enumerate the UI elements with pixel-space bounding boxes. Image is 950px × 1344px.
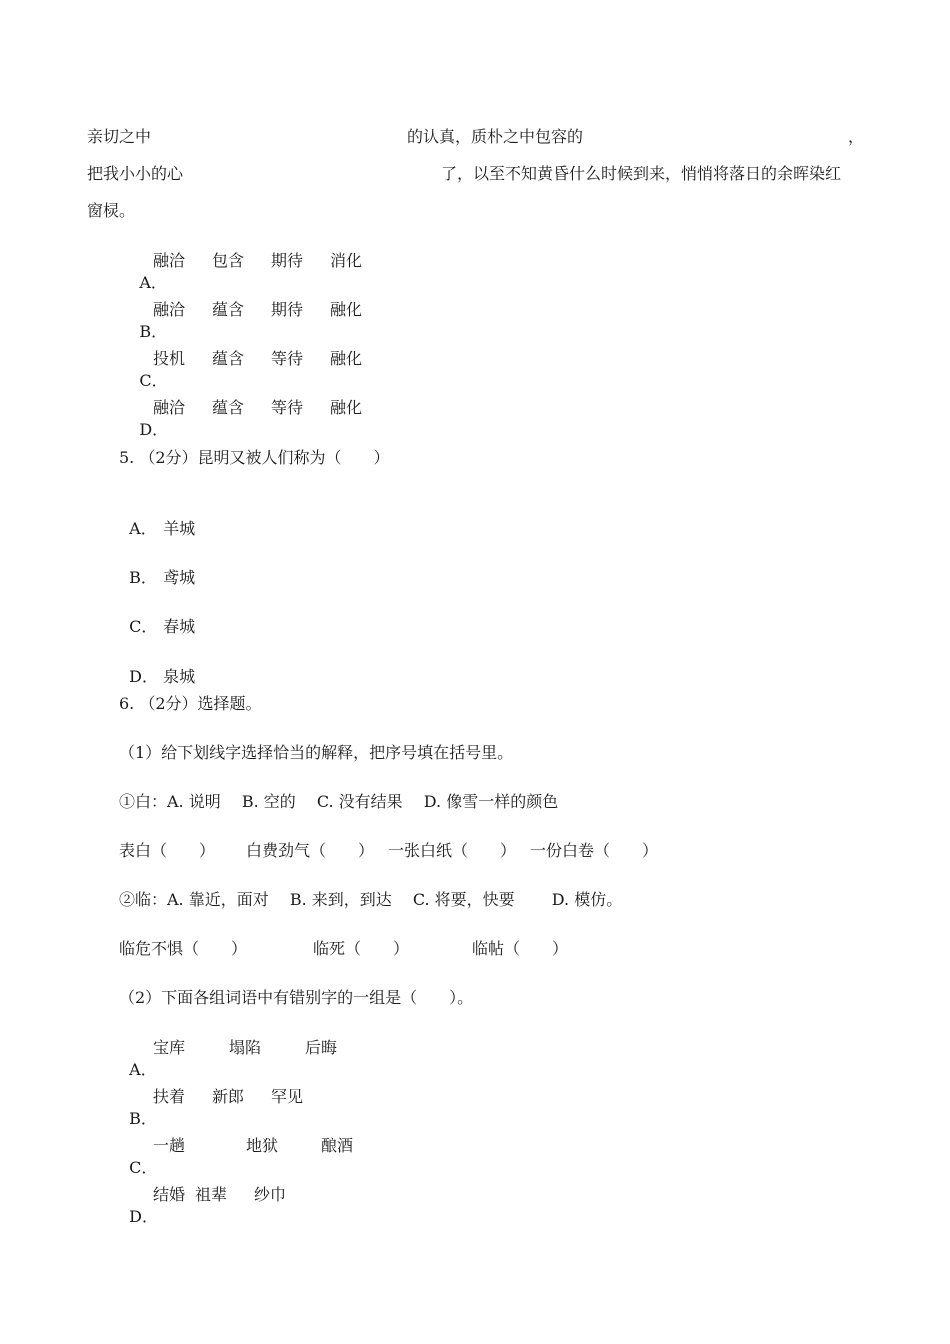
q4-d-word-3: 等待	[271, 398, 304, 417]
option-letter: B．	[139, 322, 168, 341]
q6-a-word-1: 宝库	[153, 1038, 186, 1057]
passage-line2-start: 把我小小的心	[87, 164, 184, 183]
option-letter: D．	[139, 420, 169, 439]
q6-d-word-1: 结婚	[153, 1185, 186, 1204]
q6-b-word-2: 新郎	[212, 1087, 245, 1106]
q6-lin-item-2: 临死（ ）	[313, 939, 410, 958]
q4-a-word-4: 消化	[330, 251, 363, 270]
q4-b-word-1: 融洽	[153, 300, 186, 319]
option-letter: A．	[139, 273, 167, 292]
q6-bai-item-2: 白费劲气（ ）	[246, 841, 375, 860]
option-letter: B．	[129, 1109, 157, 1128]
passage-line3: 窗棂。	[87, 201, 136, 220]
q5-stem: 5. （2分）昆明又被人们称为（ ）	[119, 448, 390, 467]
q6-part2-title: （2）下面各组词语中有错别字的一组是（ ）。	[119, 988, 474, 1007]
option-letter: C．	[129, 1158, 158, 1177]
q6-c-word-1: 一趟	[153, 1136, 186, 1155]
q5-option-d	[119, 644, 195, 688]
q4-a-word-2: 包含	[212, 251, 245, 270]
q4-c-word-1: 投机	[153, 349, 186, 368]
q4-c-word-4: 融化	[330, 349, 363, 368]
q6-stem: 6. （2分）选择题。	[119, 694, 262, 713]
q4-b-word-3: 期待	[271, 300, 304, 319]
option-letter: A．	[129, 1060, 157, 1079]
q4-d-word-2: 蕴含	[212, 398, 245, 417]
q6-d-word-3: 纱巾	[254, 1185, 287, 1204]
q6-bai-definition: ①白：A. 说明 B. 空的 C. 没有结果 D. 像雪一样的颜色	[119, 792, 559, 811]
option-text: 春城	[163, 617, 196, 636]
option-letter: A．	[129, 519, 157, 538]
q4-d-word-4: 融化	[330, 398, 363, 417]
option-text: 泉城	[163, 667, 196, 686]
q6-d-word-2: 祖辈	[195, 1185, 228, 1204]
q6-a-word-3: 后晦	[305, 1038, 338, 1057]
option-letter: C．	[139, 371, 168, 390]
q6-lin-item-1: 临危不惧（ ）	[119, 939, 248, 958]
option-letter: B．	[129, 568, 157, 587]
passage-line1-end: ，	[848, 127, 865, 146]
q6-bai-item-1: 表白（ ）	[119, 841, 216, 860]
q6-b-word-1: 扶着	[153, 1087, 186, 1106]
q6-part1-title: （1）给下划线字选择恰当的解释，把序号填在括号里。	[119, 743, 514, 762]
q6-lin-definition: ②临：A. 靠近，面对 B. 来到，到达 C. 将要，快要 D. 模仿。	[119, 890, 623, 909]
q6-bai-item-3: 一张白纸（ ）	[388, 841, 517, 860]
q6-c-word-3: 酿酒	[321, 1136, 354, 1155]
q6-c-word-2: 地狱	[246, 1136, 279, 1155]
q4-b-word-2: 蕴含	[212, 300, 245, 319]
q5-option-b	[119, 545, 195, 589]
q6-b-word-3: 罕见	[271, 1087, 304, 1106]
passage-line1-middle: 的认真，质朴之中包容的	[407, 127, 584, 146]
option-letter: C．	[129, 617, 158, 636]
q5-option-c	[119, 594, 195, 638]
option-letter: D．	[129, 1207, 159, 1226]
q6-bai-item-4: 一份白卷（ ）	[530, 841, 659, 860]
q5-option-a	[119, 496, 195, 540]
option-text: 鸢城	[163, 568, 196, 587]
passage-line1-start: 亲切之中	[87, 127, 152, 146]
passage-line2-end: 了，以至不知黄昏什么时候到来，悄悄将落日的余晖染红	[441, 164, 842, 183]
q4-b-word-4: 融化	[330, 300, 363, 319]
q6-a-word-2: 塌陷	[229, 1038, 262, 1057]
option-letter: D．	[129, 667, 159, 686]
q4-d-word-1: 融洽	[153, 398, 186, 417]
q4-c-word-2: 蕴含	[212, 349, 245, 368]
q4-a-word-1: 融洽	[153, 251, 186, 270]
q4-c-word-3: 等待	[271, 349, 304, 368]
q6-lin-item-3: 临帖（ ）	[472, 939, 569, 958]
option-text: 羊城	[163, 519, 196, 538]
q4-a-word-3: 期待	[271, 251, 304, 270]
